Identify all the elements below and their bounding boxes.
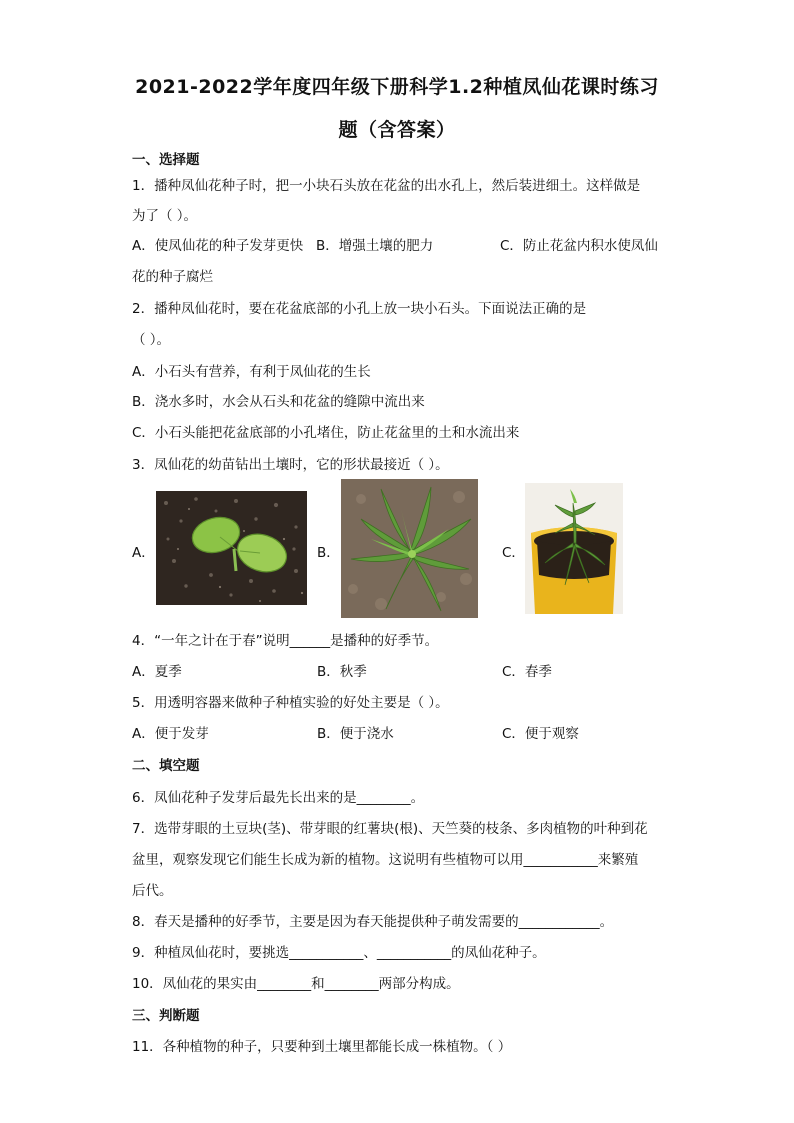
q3-option-b-label: B． <box>317 545 340 561</box>
q2-option-b: B．浇水多时，水会从石头和花盆的缝隙中流出来 <box>132 394 425 410</box>
q1-option-c: C．防止花盆内积水使凤仙 <box>500 238 658 254</box>
q1-option-b: B．增强土壤的肥力 <box>316 238 434 254</box>
q1-option-a: A．使凤仙花的种子发芽更快 <box>132 238 304 254</box>
q2-option-c: C．小石头能把花盆底部的小孔堵住，防止花盆里的土和水流出来 <box>132 425 520 441</box>
q3-option-c-label: C． <box>502 545 525 561</box>
section-fill-heading: 二、填空题 <box>132 758 200 774</box>
q7-line3: 后代。 <box>132 883 173 899</box>
seedling-cotyledon-photo <box>156 491 307 605</box>
q1-stem-line1: 1．播种凤仙花种子时，把一小块石头放在花盆的出水孔上，然后装进细土。这样做是 <box>132 178 641 194</box>
q11-text: 11．各种植物的种子，只要种到土壤里都能长成一株植物。（ ） <box>132 1039 512 1055</box>
section-judge-heading: 三、判断题 <box>132 1008 200 1024</box>
potted-seedling-photo <box>525 483 623 614</box>
q5-stem: 5．用透明容器来做种子种植实验的好处主要是（ ）。 <box>132 695 449 711</box>
q2-stem-line1: 2．播种凤仙花时，要在花盆底部的小孔上放一块小石头。下面说法正确的是 <box>132 301 587 317</box>
section-choice-heading: 一、选择题 <box>132 152 200 168</box>
q5-option-b: B．便于浇水 <box>317 726 394 742</box>
worksheet-title-line2: 题（含答案） <box>338 119 456 141</box>
q8-text: 8．春天是播种的好季节，主要是因为春天能提供种子萌发需要的____________。 <box>132 914 614 930</box>
q5-option-a: A．便于发芽 <box>132 726 209 742</box>
q6-text: 6．凤仙花种子发芽后最先长出来的是________。 <box>132 790 425 806</box>
q3-option-a-label: A． <box>132 545 155 561</box>
q10-text: 10．凤仙花的果实由________和________两部分构成。 <box>132 976 460 992</box>
q4-option-a: A．夏季 <box>132 664 182 680</box>
q3-stem: 3．凤仙花的幼苗钻出土壤时，它的形状最接近（ ）。 <box>132 457 449 473</box>
q2-stem-line2: （ ）。 <box>132 332 171 348</box>
q7-line1: 7．选带芽眼的土豆块(茎)、带芽眼的红薯块(根)、天竺葵的枝条、多肉植物的叶种到花 <box>132 821 648 837</box>
worksheet-title-line1: 2021-2022学年度四年级下册科学1.2种植凤仙花课时练习 <box>135 76 659 98</box>
q7-line2: 盆里，观察发现它们能生长成为新的植物。这说明有些植物可以用___________来繁殖 <box>132 852 639 868</box>
q9-text: 9．种植凤仙花时，要挑选___________、___________的凤仙花种子。 <box>132 945 546 961</box>
q1-option-c-continued: 花的种子腐烂 <box>132 269 213 285</box>
q4-stem: 4．“一年之计在于春”说明______是播种的好季节。 <box>132 633 439 649</box>
young-plant-photo <box>341 479 478 618</box>
q1-stem-line2: 为了（ ）。 <box>132 208 198 224</box>
q4-option-c: C．春季 <box>502 664 552 680</box>
q5-option-c: C．便于观察 <box>502 726 579 742</box>
q2-option-a: A．小石头有营养，有利于凤仙花的生长 <box>132 364 371 380</box>
q4-option-b: B．秋季 <box>317 664 367 680</box>
